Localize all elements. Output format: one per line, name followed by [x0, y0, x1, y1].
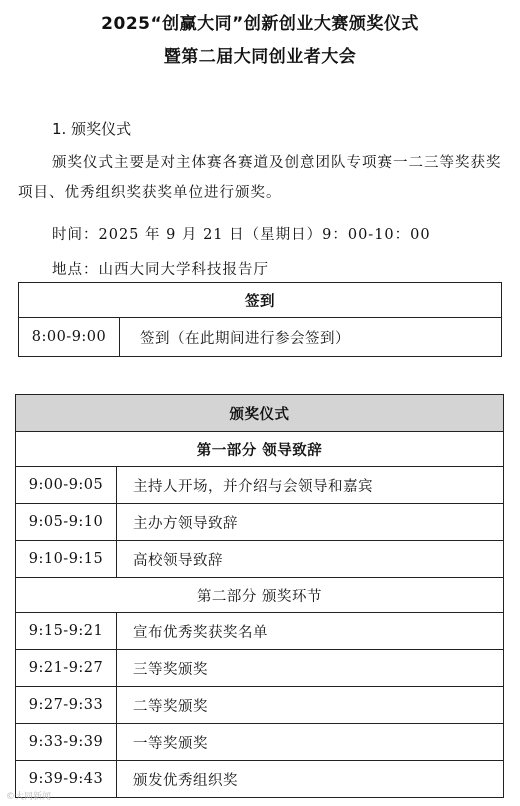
description-cell: 二等奖颁奖	[117, 687, 504, 724]
description-cell: 主持人开场，并介绍与会领导和嘉宾	[117, 467, 504, 504]
time-cell: 9:21-9:27	[16, 650, 117, 687]
time-cell: 9:00-9:05	[16, 467, 117, 504]
description-cell: 宣布优秀奖获奖名单	[117, 613, 504, 650]
part-1-title: 第一部分 领导致辞	[16, 432, 504, 467]
table-row	[16, 504, 504, 541]
award-ceremony-table	[15, 394, 504, 798]
description-cell: 主办方领导致辞	[117, 504, 504, 541]
time-cell: 9:33-9:39	[16, 724, 117, 761]
table-row	[16, 650, 504, 687]
table-row	[16, 613, 504, 650]
part-title-row	[16, 578, 504, 613]
time-cell: 8:00-9:00	[19, 318, 120, 357]
time-cell: 9:39-9:43	[16, 761, 117, 798]
part-2-title: 第二部分 颁奖环节	[16, 578, 504, 613]
time-cell: 9:15-9:21	[16, 613, 117, 650]
table-row	[16, 467, 504, 504]
time-cell: 9:27-9:33	[16, 687, 117, 724]
table-row	[16, 761, 504, 798]
watermark: ©大同新闻	[6, 792, 52, 802]
table-header-row	[16, 395, 504, 432]
checkin-table	[18, 282, 502, 357]
table-row	[19, 318, 502, 357]
part-title-row	[16, 432, 504, 467]
description-cell: 一等奖颁奖	[117, 724, 504, 761]
document-title-line-1: 2025“创赢大同”创新创业大赛颁奖仪式	[101, 14, 419, 34]
checkin-table-header: 签到	[19, 283, 502, 318]
award-table-header: 颁奖仪式	[16, 395, 504, 432]
time-cell: 9:05-9:10	[16, 504, 117, 541]
description-cell: 高校领导致辞	[117, 541, 504, 578]
time-cell: 9:10-9:15	[16, 541, 117, 578]
description-cell: 签到（在此期间进行参会签到）	[120, 318, 502, 357]
table-row	[16, 724, 504, 761]
intro-paragraph: 颁奖仪式主要是对主体赛各赛道及创意团队专项赛一二三等奖获奖项目、优秀组织奖获奖单位进行颁奖。	[18, 155, 502, 201]
event-time: 时间：2025 年 9 月 21 日（星期日）9：00-10：00	[52, 227, 431, 243]
section-heading: 1. 颁奖仪式	[52, 120, 132, 138]
description-cell: 三等奖颁奖	[117, 650, 504, 687]
document-title-line-2: 暨第二届大同创业者大会	[163, 47, 357, 67]
table-row	[16, 541, 504, 578]
event-place: 地点：山西大同大学科技报告厅	[52, 262, 269, 278]
table-row	[16, 687, 504, 724]
description-cell: 颁发优秀组织奖	[117, 761, 504, 798]
table-header-row	[19, 283, 502, 318]
